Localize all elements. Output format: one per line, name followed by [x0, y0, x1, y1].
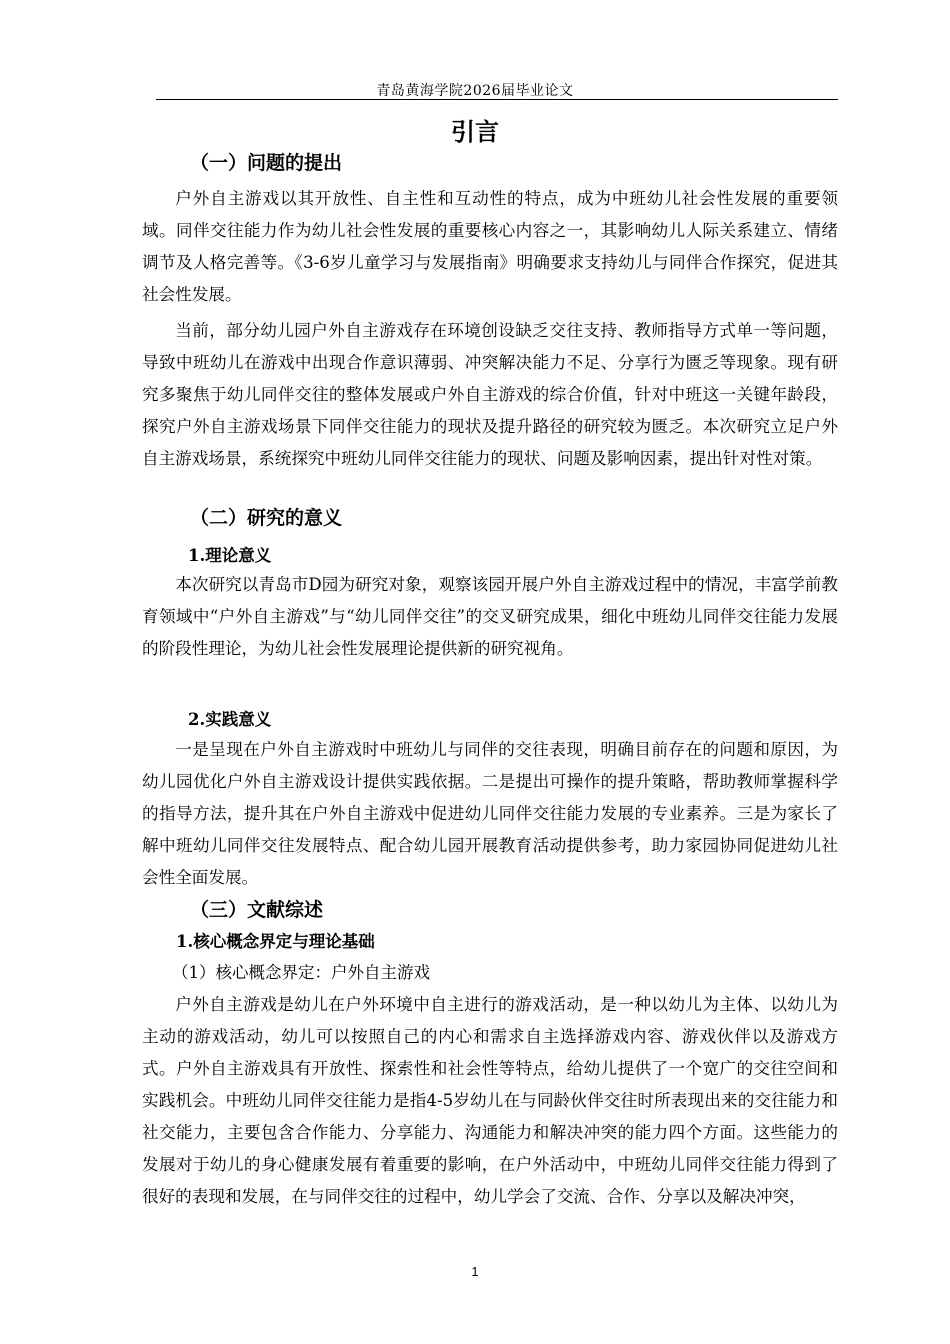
- subheading-definition: （1）核心概念界定：户外自主游戏: [172, 963, 430, 982]
- subheading-concepts: 1.核心概念界定与理论基础: [176, 932, 375, 951]
- section-2-theory-body: [142, 569, 838, 665]
- section-heading-1: （一）问题的提出: [190, 152, 343, 174]
- page-title: 引言: [451, 118, 499, 146]
- section-2-practice-body: [142, 734, 838, 894]
- page-number: 1: [471, 1264, 479, 1279]
- section-1-body: [142, 183, 838, 475]
- paragraph: 本次研究以青岛市D园为研究对象，观察该园开展户外自主游戏过程中的情况，丰富学前教育领域中“户外自主游戏”与“幼儿同伴交往”的交叉研究成果，细化中班幼儿同伴交往能力发展的阶段性理论，为幼儿社会性发展理论提供新的研究视角。: [142, 575, 838, 658]
- paragraph: 户外自主游戏以其开放性、自主性和互动性的特点，成为中班幼儿社会性发展的重要领域。同伴交往能力作为幼儿社会性发展的重要核心内容之一，其影响幼儿人际关系建立、情绪调节及人格完善等。《3-6岁儿童学习与发展指南》明确要求支持幼儿与同伴合作探究，促进其社会性发展。: [142, 189, 838, 304]
- subheading-practice: 2.实践意义: [188, 710, 272, 729]
- subheading-theory: 1.理论意义: [188, 546, 272, 565]
- section-heading-2: （二）研究的意义: [190, 507, 343, 529]
- running-header: 青岛黄海学院2026届毕业论文: [376, 83, 574, 99]
- header-rule: [156, 99, 838, 100]
- section-heading-3: （三）文献综述: [190, 899, 324, 921]
- section-3-body: [142, 989, 838, 1213]
- paragraph: 户外自主游戏是幼儿在户外环境中自主进行的游戏活动，是一种以幼儿为主体、以幼儿为主动的游戏活动，幼儿可以按照自己的内心和需求自主选择游戏内容、游戏伙伴以及游戏方式。户外自主游戏具有开放性、探索性和社会性等特点，给幼儿提供了一个宽广的交往空间和实践机会。中班幼儿同伴交往能力是指4-5岁幼儿在与同龄伙伴交往时所表现出来的交往能力和社交能力，主要包含合作能力、分享能力、沟通能力和解决冲突的能力四个方面。这些能力的发展对于幼儿的身心健康发展有着重要的影响，在户外活动中，中班幼儿同伴交往能力得到了很好的表现和发展，在与同伴交往的过程中，幼儿学会了交流、合作、分享以及解决冲突，: [142, 995, 838, 1206]
- paragraph: 一是呈现在户外自主游戏时中班幼儿与同伴的交往表现，明确目前存在的问题和原因，为幼儿园优化户外自主游戏设计提供实践依据。二是提出可操作的提升策略，帮助教师掌握科学的指导方法，提升其在户外自主游戏中促进幼儿同伴交往能力发展的专业素养。三是为家长了解中班幼儿同伴交往发展特点、配合幼儿园开展教育活动提供参考，助力家园协同促进幼儿社会性全面发展。: [142, 740, 838, 887]
- paragraph: 当前，部分幼儿园户外自主游戏存在环境创设缺乏交往支持、教师指导方式单一等问题，导致中班幼儿在游戏中出现合作意识薄弱、冲突解决能力不足、分享行为匮乏等现象。现有研究多聚焦于幼儿同伴交往的整体发展或户外自主游戏的综合价值，针对中班这一关键年龄段，探究户外自主游戏场景下同伴交往能力的现状及提升路径的研究较为匮乏。本次研究立足户外自主游戏场景，系统探究中班幼儿同伴交往能力的现状、问题及影响因素，提出针对性对策。: [142, 321, 838, 468]
